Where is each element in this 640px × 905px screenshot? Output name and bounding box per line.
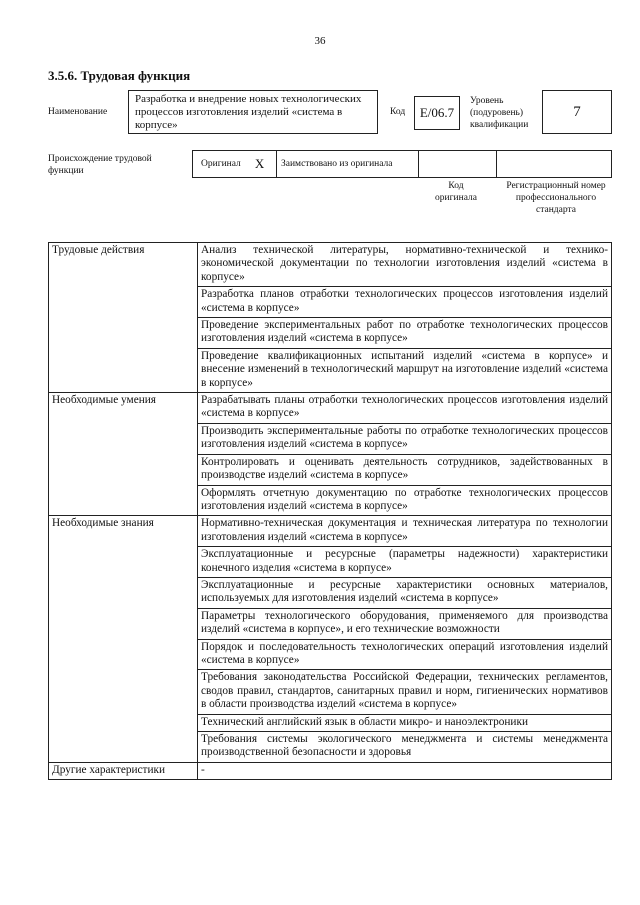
level-value-box: 7 (542, 90, 612, 134)
function-table (48, 242, 612, 780)
code-caption: Код оригинала (435, 181, 477, 203)
original-mark: X (254, 156, 265, 171)
section-category: Необходимые знания (49, 516, 198, 763)
item-text: Производить экспериментальные работы по отработке технологических процессов изготовления изделий «система в корпусе» (198, 423, 612, 454)
code-value-box: Е/06.7 (414, 96, 460, 130)
original-cell (192, 150, 276, 178)
origin-row (192, 150, 612, 178)
item-text: Технический английский язык в области микро- и наноэлектроники (198, 714, 612, 731)
item-text: Требования системы экологического менеджмента и системы менеджмента производственной безопасности и здоровья (198, 732, 612, 763)
item-text: Нормативно-техническая документация и техническая литература по технологии изготовления изделий «система в корпусе» (198, 516, 612, 547)
origin-reg-cell (496, 150, 612, 178)
original-label: Оригинал (201, 159, 241, 169)
table-row (49, 762, 612, 779)
origin-code-cell (418, 150, 496, 178)
item-text: Оформлять отчетную документацию по отработке технологических процессов изготовления изделий «система в корпусе» (198, 485, 612, 516)
item-text: Разработка планов отработки технологических процессов изготовления изделий «система в корпусе» (198, 287, 612, 318)
item-text: Разрабатывать планы отработки технологических процессов изготовления изделий «система в корпусе» (198, 393, 612, 424)
level-label: Уровень (подуровень) квалификации (470, 96, 529, 130)
section-category: Трудовые действия (49, 243, 198, 393)
item-text: Эксплуатационные и ресурсные (параметры надежности) характеристики конечного изделия «система в корпусе» (198, 547, 612, 578)
item-text: Проведение экспериментальных работ по отработке технологических процессов изготовления изделий «система в корпусе» (198, 318, 612, 349)
item-text: Порядок и последовательность технологических операций изготовления изделий «система в корпусе» (198, 639, 612, 670)
reg-caption: Регистрационный номер профессионального стандарта (506, 181, 606, 215)
borrowed-cell: Заимствовано из оригинала (276, 150, 418, 178)
item-text: Требования законодательства Российской Федерации, технических регламентов, сводов правил, стандартов, санитарных правил и норм, гигиенических нормативов в области производства изделий «система в корпусе» (198, 670, 612, 714)
item-text: - (198, 762, 612, 779)
table-row (49, 393, 612, 424)
code-label: Код (390, 107, 406, 117)
table-row (49, 516, 612, 547)
name-label: Наименование (48, 107, 108, 117)
item-text: Эксплуатационные и ресурсные характеристики основных материалов, используемых для изготовления изделий «система в корпусе» (198, 577, 612, 608)
section-title: 3.5.6. Трудовая функция (48, 68, 191, 83)
function-name-box: Разработка и внедрение новых технологических процессов изготовления изделий «система в корпусе» (128, 90, 378, 134)
item-text: Анализ технической литературы, нормативно-технической и технико-экономической документации по технологии изготовления изделий «система в корпусе» (198, 243, 612, 287)
item-text: Контролировать и оценивать деятельность сотрудников, задействованных в производстве изделий «система в корпусе» (198, 454, 612, 485)
section-category: Другие характеристики (49, 762, 198, 779)
table-row (49, 243, 612, 287)
page-number: 36 (314, 35, 326, 47)
item-text: Параметры технологического оборудования, применяемого для производства изделий «система в корпусе», и его технические возможности (198, 608, 612, 639)
section-category: Необходимые умения (49, 393, 198, 516)
item-text: Проведение квалификационных испытаний изделий «система в корпусе» и внесение изменений в технологический маршрут на изготовление изделий «система в корпусе» (198, 348, 612, 392)
origin-label: Происхождение трудовой функции (48, 154, 152, 176)
